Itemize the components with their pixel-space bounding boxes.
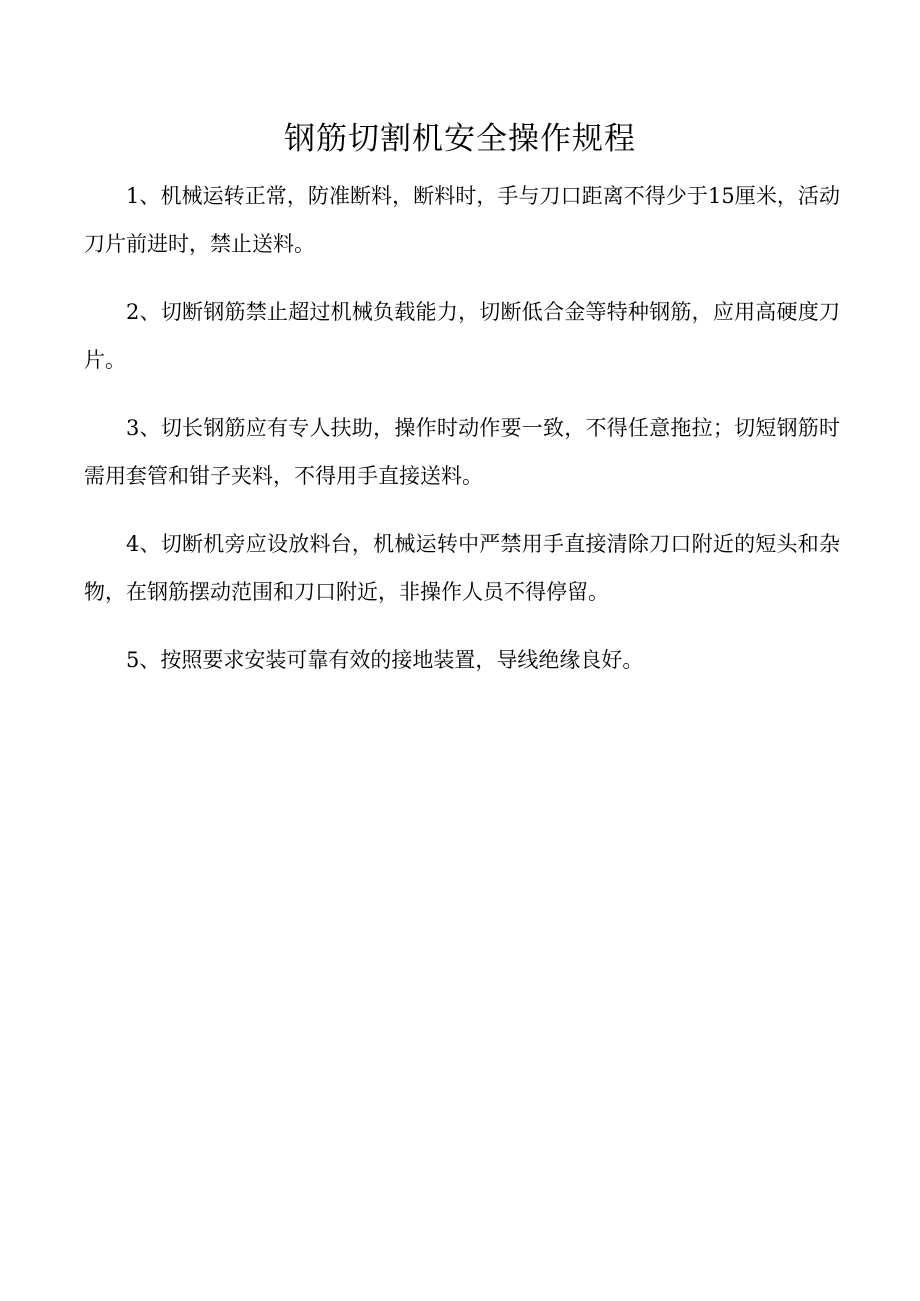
rule-item-4: 4、切断机旁应设放料台，机械运转中严禁用手直接清除刀口附近的短头和杂物，在钢筋摆动范围和刀口附近，非操作人员不得停留。 [84, 532, 840, 604]
rule-item-3: 3、切长钢筋应有专人扶助，操作时动作要一致，不得任意拖拉；切短钢筋时需用套管和钳子夹料，不得用手直接送料。 [84, 416, 840, 488]
rule-item-1: 1、机械运转正常，防准断料，断料时，手与刀口距离不得少于15厘米，活动刀片前进时，禁止送料。 [84, 184, 840, 256]
rule-item-5: 5、按照要求安装可靠有效的接地装置，导线绝缘良好。 [126, 648, 644, 672]
rule-item-2: 2、切断钢筋禁止超过机械负载能力，切断低合金等特种钢筋，应用高硬度刀片。 [84, 300, 840, 372]
rules-body [84, 172, 840, 704]
document-title: 钢筋切割机安全操作规程 [284, 121, 636, 157]
